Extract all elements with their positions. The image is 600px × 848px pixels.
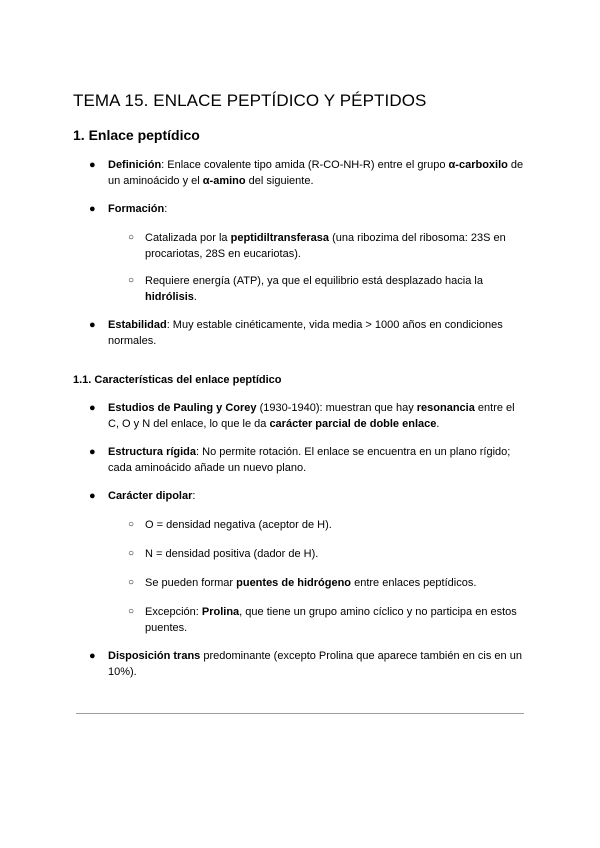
item-text: entre el C, O y N del enlace, lo que le da [108, 402, 515, 430]
term-label: Formación [108, 203, 165, 215]
bold-term: Prolina [201, 606, 240, 618]
item-text: : No permite rotación. El enlace se encuentra en un plano rígido; cada aminoácido añade un nuevo plano. [108, 446, 511, 474]
bullet-icon: ● [89, 446, 96, 458]
sub-bullet-icon: ○ [128, 519, 135, 530]
item-text: : Enlace covalente tipo amida (R-CO-NH-R) entre el grupo [161, 159, 449, 171]
list-item-estabilidad [108, 317, 528, 349]
item-text: Excepción: [145, 606, 202, 618]
item-text: Catalizada por la [145, 232, 231, 244]
bold-term: carboxilo [458, 159, 508, 171]
term-label: Estabilidad [108, 319, 167, 331]
list-item-estudios [108, 400, 528, 432]
bullet-icon: ● [89, 203, 96, 215]
sub-item-puentes [145, 575, 525, 591]
sub-bullet-icon: ○ [128, 548, 135, 559]
bullet-icon: ● [89, 650, 96, 662]
term-label: Disposición trans [108, 650, 201, 662]
list-item-dipolar [108, 488, 528, 504]
sub-item-excepcion [145, 604, 525, 636]
item-text: (1930-1940): muestran que hay [256, 402, 417, 414]
item-text: N = densidad positiva (dador de H). [145, 548, 319, 560]
bullet-icon: ● [89, 319, 96, 331]
item-text: . [193, 291, 197, 303]
term-label: Definición [108, 159, 162, 171]
term-label: Carácter dipolar [108, 490, 193, 502]
document-title: TEMA 15. ENLACE PEPTÍDICO Y PÉPTIDOS [73, 91, 427, 110]
bold-term: hidrólisis [145, 291, 194, 303]
item-text: predominante (excepto Prolina que aparece también en cis en un 10%). [108, 650, 522, 678]
bold-term: amino [213, 175, 246, 187]
subsection-heading-caracteristicas: 1.1. Características del enlace peptídico [73, 374, 282, 386]
item-text: : [192, 490, 196, 502]
alpha-symbol: α- [202, 175, 214, 187]
item-text: O = densidad negativa (aceptor de H). [145, 519, 332, 531]
term-label: Estudios de Pauling y Corey [108, 402, 257, 414]
term-label: Estructura rígida [108, 446, 197, 458]
item-text: . [436, 418, 440, 430]
item-text: (una ribozima del ribosoma: 23S en procariotas, 28S en eucariotas). [145, 232, 506, 260]
bullet-icon: ● [89, 402, 96, 414]
bold-term: carácter parcial de doble enlace [269, 418, 437, 430]
item-text: Se pueden formar [145, 577, 237, 589]
section-heading-enlace-peptidico: 1. Enlace peptídico [73, 127, 200, 143]
sub-item-nitrogeno [145, 546, 525, 562]
bold-term: resonancia [416, 402, 475, 414]
bold-term: peptidiltransferasa [230, 232, 330, 244]
item-text: del siguiente. [245, 175, 314, 187]
horizontal-divider [76, 713, 524, 714]
item-text: : [164, 203, 168, 215]
bullet-icon: ● [89, 490, 96, 502]
sub-bullet-icon: ○ [128, 275, 135, 286]
list-item-disposicion [108, 648, 528, 680]
item-text: entre enlaces peptídicos. [351, 577, 477, 589]
sub-item-energia [145, 273, 525, 305]
sub-item-oxigeno [145, 517, 525, 533]
sub-bullet-icon: ○ [128, 606, 135, 617]
item-text: Requiere energía (ATP), ya que el equilibrio está desplazado hacia la [145, 275, 483, 287]
item-text: : Muy estable cinéticamente, vida media > 1000 años en condiciones normales. [108, 319, 503, 347]
bullet-icon: ● [89, 159, 96, 171]
list-item-estructura [108, 444, 528, 476]
sub-item-catalizada [145, 230, 525, 262]
sub-bullet-icon: ○ [128, 577, 135, 588]
sub-bullet-icon: ○ [128, 232, 135, 243]
list-item-definicion [108, 157, 528, 189]
alpha-symbol: α- [448, 159, 459, 171]
list-item-formacion [108, 201, 528, 217]
item-text: de un aminoácido y el [108, 159, 524, 187]
bold-term: puentes de hidrógeno [236, 577, 352, 589]
item-text: , que tiene un grupo amino cíclico y no participa en estos puentes. [145, 606, 517, 634]
